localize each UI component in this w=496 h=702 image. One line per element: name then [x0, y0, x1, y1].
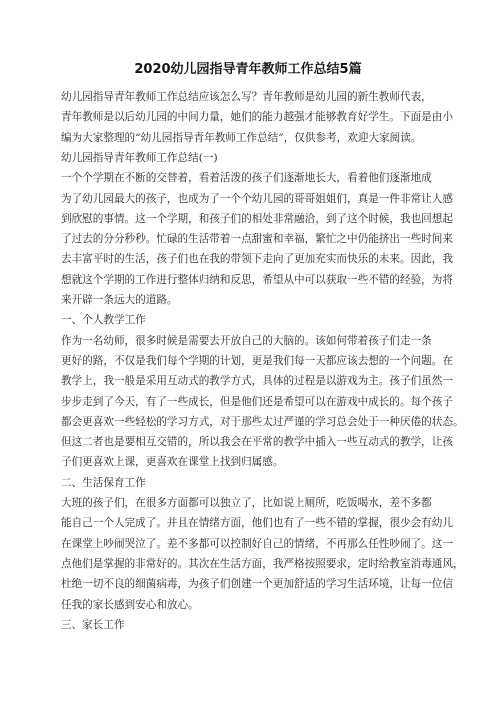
body-text-line: 教学上，我一般是采用互动式的教学方式，具体的过程是以游戏为主。孩子们虽然一 [61, 375, 453, 388]
body-text-line: 一、个人教学工作 [61, 314, 146, 327]
body-text-line: 作为一名幼师，很多时候是需要去开放自己的大脑的。该如何带着孩子们走一条 [61, 334, 432, 347]
body-text-line: 但这二者也是要相互交错的，所以我会在平常的教学中插入一些互动式的教学，让孩 [61, 436, 453, 449]
body-text-line: 大班的孩子们，在很多方面都可以独立了，比如说上厕所，吃饭喝水，差不多都 [61, 497, 432, 509]
body-text-line: 编为大家整理的“幼儿园指导青年教师工作总结”，仅供参考，欢迎大家阅读。 [61, 131, 422, 144]
body-text-line: 为了幼儿园最大的孩子，也成为了一个个幼儿园的哥哥姐姐们，真是一件非常让人感 [61, 192, 453, 205]
body-text-line: 想就这个学期的工作进行整体归纳和反思，希望从中可以获取一些不错的经验，为将 [61, 273, 453, 286]
body-text-line: 都会更喜欢一些轻松的学习方式，对于那些太过严谨的学习总会处于一种厌倦的状态。 [61, 415, 464, 428]
body-text-line: 杜绝一切不良的细菌病毒，为孩子们创建一个更加舒适的学习生活环境，让每一位信 [61, 578, 453, 591]
body-text-line: 能自己一个人完成了。并且在情绪方面，他们也有了一些不错的掌握，很少会有幼儿 [61, 517, 453, 530]
document-title: 2020幼儿园指导青年教师工作总结5篇 [134, 62, 362, 77]
body-text-line: 在课堂上吵闹哭泣了。差不多都可以控制好自己的情绪，不再那么任性吵闹了。这一 [61, 537, 453, 550]
body-text-line: 二、生活保育工作 [61, 476, 146, 489]
body-text-line: 点他们是掌握的非常好的。其次在生活方面，我严格按照要求，定时给教室消毒通风， [61, 557, 464, 570]
body-text-line: 了过去的分分秒秒。忙碌的生活带着一点甜蜜和幸福，繁忙之中仍能挤出一些时间来 [61, 233, 453, 246]
body-text-line: 青年教师是以后幼儿园的中间力量，她们的能力越强才能够教育好学生。下面是由小 [61, 111, 453, 124]
body-text-line: 子们更喜欢上课，更喜欢在课堂上找到归属感。 [61, 456, 284, 469]
body-text-line: 幼儿园指导青年教师工作总结(一) [61, 151, 218, 164]
body-text-line: 到欣慰的事情。这一个学期，和孩子们的相处非常融洽，到了这个时候，我也回想起 [61, 212, 453, 225]
body-text-line: 来开辟一条远大的道路。 [61, 294, 178, 306]
body-text-line: 去丰富平时的生活，孩子们也在我的带领下走向了更加充实而快乐的未来。因此，我 [61, 253, 453, 266]
body-text-line: 幼儿园指导青年教师工作总结应该怎么写？青年教师是幼儿园的新生教师代表， [61, 91, 432, 103]
body-text-line: 一个个学期在不断的交替着，看着活泼的孩子们逐渐地长大，看着他们逐渐地成 [61, 172, 432, 185]
body-text-line: 三、家长工作 [61, 618, 125, 631]
body-text-line: 任我的家长感到安心和放心。 [61, 598, 199, 611]
body-text-line: 更好的路，不仅是我们每个学期的计划，更是我们每一天都应该去想的一个问题。在 [61, 354, 453, 367]
body-text-line: 步步走到了今天，有了一些成长，但是他们还是希望可以在游戏中成长的。每个孩子 [61, 395, 453, 408]
